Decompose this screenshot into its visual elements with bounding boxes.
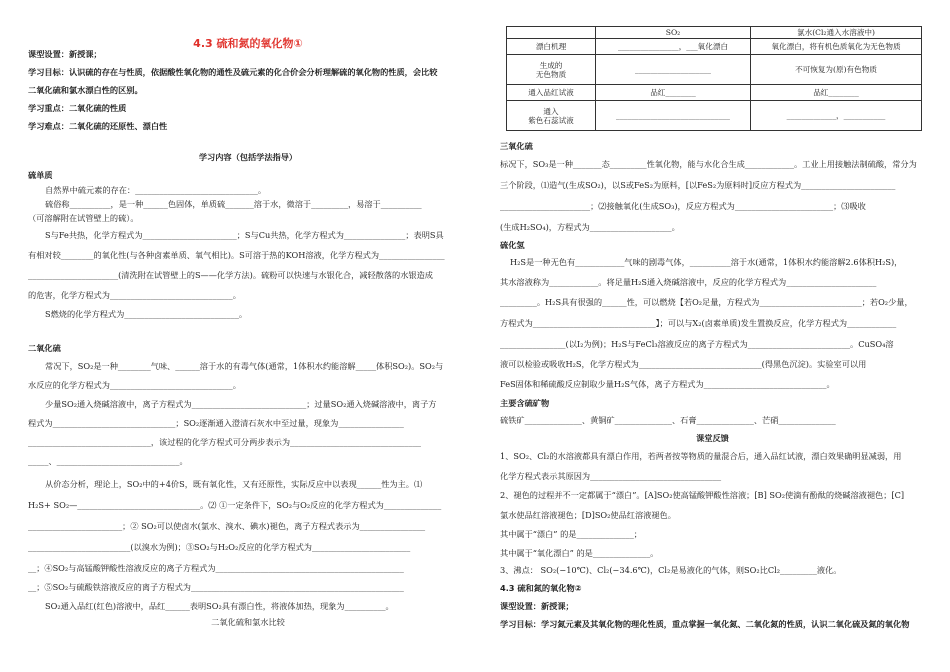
table-header-row: [507, 27, 922, 39]
content-heading: 学习内容（包括学法指导）: [198, 152, 298, 162]
text-line: __；⑤SO₂与硫酸铁溶液反应的离子方程式为____________________________________________________: [28, 582, 404, 592]
table-cell: ______________________________: [596, 101, 751, 131]
learning-goals: 学习目标：认识硫的存在与性质，依据酸性氧化物的通性及硫元素的化合价会分析理解硫的氧化物的性质，会比较: [28, 67, 438, 77]
text-line: 液可以检验或吸收H₂S，化学方程式为______________________________(得黑色沉淀)。实验室可以用: [500, 359, 867, 369]
table-cell: 通入品红试液: [507, 85, 596, 101]
text-line: ________________(以I₂为例)；H₂S与FeCl₃溶液反应的离子方程式为_________________________。CuSO₄溶: [500, 339, 894, 349]
text-line: 标况下，SO₃是一种_______态_________性氧化物，能与水化合生成____________。工业上用接触法制硫酸，常分为: [500, 159, 917, 169]
table-cell: 漂白机理: [507, 39, 596, 55]
text-line: 硫俗称__________，是一种______色固体，单质硫_______溶于水，微溶于_________，易溶于__________: [45, 199, 422, 209]
text-line: _________。H₂S具有很强的______性，可以燃烧【若O₂足量，方程式为_________________________；若O₂少量，: [500, 297, 913, 307]
table-cell: 品红________: [751, 85, 922, 101]
section-so2: 二氧化硫: [28, 343, 61, 353]
difficult-points: 学习难点：二氧化硫的还原性、漂白性: [28, 121, 168, 131]
question-2-cont: 氯水使品红溶液褪色；[D]SO₂使品红溶液褪色。: [500, 510, 676, 520]
text-line: ______________________；⑵接触氧化(生成SO₃)，反应方程式为________________________；⑶吸收: [500, 201, 866, 211]
text-line: 有相对较________的氧化性(与各种卤素单质、氧气相比)。S可溶于热的KOH溶液，化学方程式为________________: [28, 250, 445, 260]
text-line: H₂S是一种无色有____________气味的剧毒气体，__________溶于水(通常，1体积水约能溶解2.6体积H₂S)，: [510, 257, 903, 267]
text-line: 其水溶液称为____________。将足量H₂S通入烧碱溶液中，反应的化学方程式为______________________: [500, 277, 877, 287]
text-line: 自然界中硫元素的存在：______________________________。: [45, 185, 267, 195]
comparison-table: [506, 26, 922, 131]
text-line: S燃烧的化学方程式为____________________________。: [45, 309, 248, 319]
next-lesson-goals: 学习目标：学习氮元素及其氧化物的理化性质，重点掌握一氧化氮、二氧化氮的性质，认识二氧化硫及氮的氧化物: [500, 619, 910, 629]
text-line: S与Fe共热，化学方程式为_______________________；S与Cu共热，化学方程式为_______________；表明S具: [45, 230, 444, 240]
question-1: 1、SO₂、Cl₂的水溶液都具有漂白作用，若两者按等物质的量混合后，通入品红试液，漂白效果确明显减弱，用: [500, 451, 902, 461]
text-line: （可溶解附在试管壁上的硫）。: [28, 213, 139, 223]
table-caption: 二氧化硫和氯水比较: [211, 617, 285, 627]
text-line: 程式为______________________________；SO₂逐渐通入澄清石灰水中至过量，现象为________________: [28, 418, 404, 428]
section-minerals: 主要含硫矿物: [500, 398, 550, 408]
table-cell: ________________，___氧化漂白: [596, 39, 751, 55]
text-line: _______________________；② SO₂可以使卤水(氯水、溴水、碘水)褪色，离子方程式表示为________________: [28, 521, 426, 531]
question-2-a: 其中属于“漂白” 的是______________；: [500, 529, 642, 539]
text-line: _____、______________________________。: [28, 456, 188, 466]
question-2: 2、褪色的过程并不一定都属于“漂白”。[A]SO₂使高锰酸钾酸性溶液；[B] SO₂使滴有酚酞的烧碱溶液褪色；[C]: [500, 490, 905, 500]
table-cell: ____________________: [596, 55, 751, 85]
table-row: [507, 55, 922, 85]
table-header-cell: [507, 27, 596, 39]
next-lesson-title: 4.3 硫和氮的氧化物②: [500, 583, 582, 593]
section-feedback: 课堂反馈: [696, 433, 729, 443]
table-header-cell: 氯水(Cl₂通入水溶液中): [751, 27, 922, 39]
lesson-title: 4.3 硫和氮的氧化物①: [193, 37, 303, 50]
text-line: FeS固体和稀硫酸反应制取少量H₂S气体，离子方程式为______________________________。: [500, 379, 835, 389]
question-1-cont: 化学方程式表示其原因为________________________________: [500, 471, 722, 481]
table-cell: 氧化漂白，将有机色质氧化为无色物质: [751, 39, 922, 55]
table-row: [507, 85, 922, 101]
text-line: (生成H₂SO₄)，方程式为____________________。: [500, 222, 680, 232]
table-row: [507, 39, 922, 55]
text-line: ______________________________，该过程的化学方程式可分两步表示为________________________________: [28, 437, 422, 447]
table-row: [507, 101, 922, 131]
text-line: 水反应的化学方程式为______________________________。: [28, 380, 241, 390]
section-h2s: 硫化氢: [500, 240, 525, 250]
text-line: 方程式为______________________________】；可以与X₂(卤素单质)发生置换反应，化学方程式为____________: [500, 318, 897, 328]
question-3: 3、沸点： SO₂(−10℃)、Cl₂(−34.6℃)，Cl₂是易液化的气体，则SO₂比Cl₂_________液化。: [500, 565, 842, 575]
table-cell: 生成的 无色物质: [507, 55, 596, 85]
text-line: 三个阶段，⑴造气(生成SO₂)，以S或FeS₂为原料，[以FeS₂为原料时]反应方程式为_______________________: [500, 180, 896, 190]
text-line: 少量SO₂通入烧碱溶液中，离子方程式为____________________________；过量SO₂通入烧碱溶液中，离子方: [45, 399, 437, 409]
question-2-b: 其中属于“氧化漂白” 的是______________。: [500, 548, 659, 558]
lesson-type: 课型设置：新授课；: [28, 49, 102, 59]
table-cell: 不可恢复为(原)有色物质: [751, 55, 922, 85]
table-cell: _____________，___________: [751, 101, 922, 131]
text-line: ______________________(清洗附在试管壁上的S——化学方法)。硫粉可以快速与水银化合，减轻散落的水银造成: [28, 270, 433, 280]
learning-goals-cont: 二氧化硫和氯水漂白性的区别。: [28, 85, 143, 95]
text-line: H₂S+ SO₂—______________________________。⑵ ①一定条件下，SO₂与O₂反应的化学方程式为______________: [28, 500, 442, 510]
next-lesson-type: 课型设置：新授课；: [500, 601, 574, 611]
section-so3: 三氧化硫: [500, 141, 533, 151]
text-line: _________________________(以溴水为例)；③SO₂与H₂O₂反应的化学方程式为________________________: [28, 542, 411, 552]
text-line: __；④SO₂与高锰酸钾酸性溶液反应的离子方程式为______________________________________________: [28, 563, 404, 573]
text-line: 硫铁矿______________、黄铜矿______________、石膏______________、芒硝______________: [500, 415, 836, 425]
text-line: 的危害，化学方程式为______________________________。: [28, 290, 241, 300]
table-cell: 通入 紫色石蕊试液: [507, 101, 596, 131]
table-cell: 品红________: [596, 85, 751, 101]
text-line: SO₂通入品红(红色)溶液中，品红______表明SO₂具有漂白性，将液体加热，现象为__________。: [45, 601, 394, 611]
text-line: 常况下，SO₂是一种________气味、______溶于水的有毒气体(通常，1体积水约能溶解_____体积SO₂)。SO₂与: [45, 361, 444, 371]
key-points: 学习重点：二氧化硫的性质: [28, 103, 127, 113]
table-header-cell: SO₂: [596, 27, 751, 39]
text-line: 从价态分析，理论上，SO₂中的+4价S，既有氧化性，又有还原性，实际反应中以表现______性为主。⑴: [45, 479, 423, 489]
section-sulfur: 硫单质: [28, 170, 53, 180]
